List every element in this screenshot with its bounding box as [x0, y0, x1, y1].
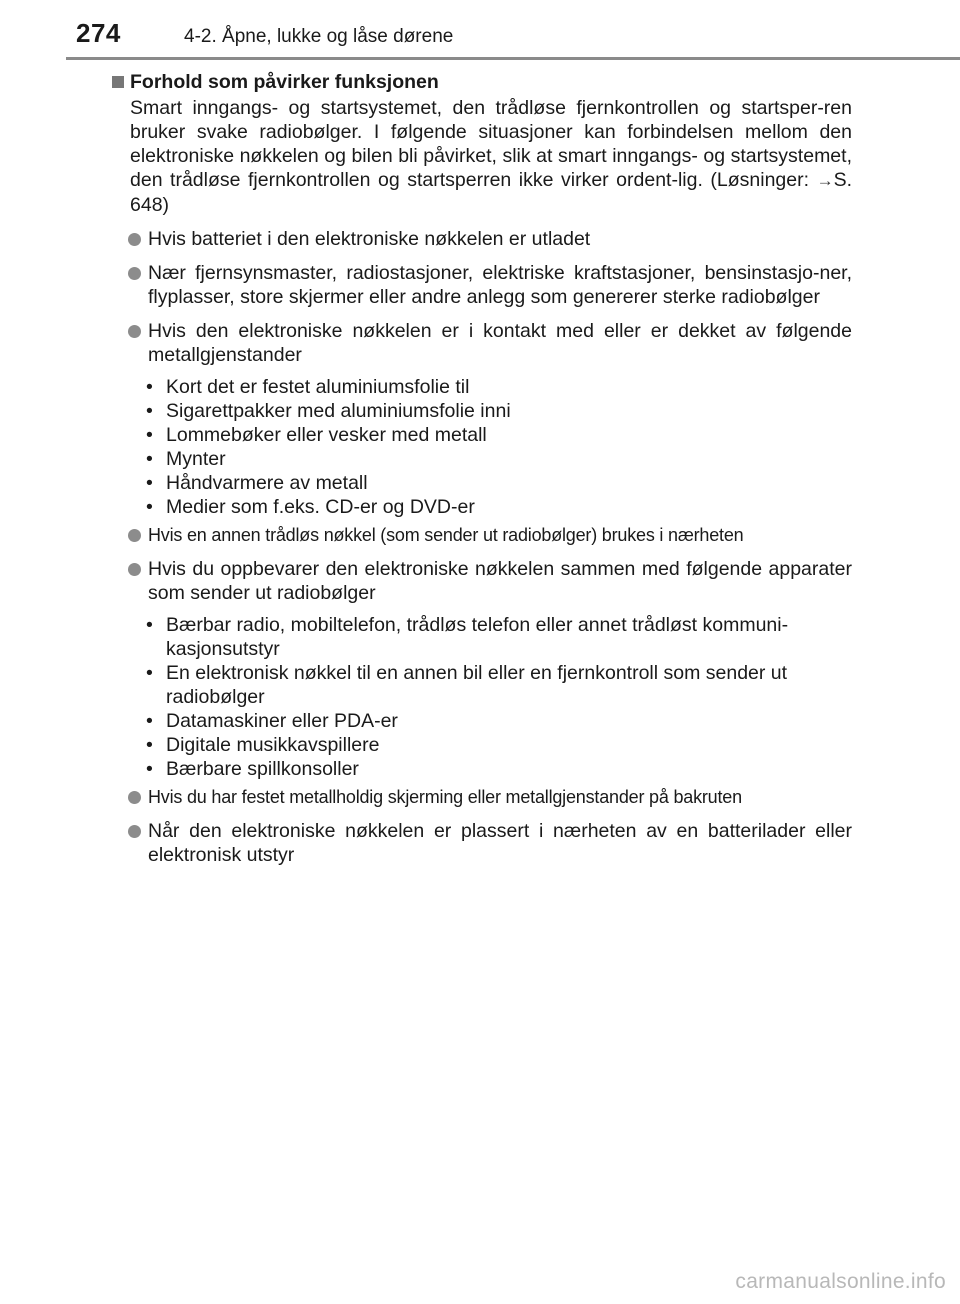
sub-list-item-text: Sigarettpakker med aluminiumsfolie inni — [166, 400, 511, 422]
sub-list-item — [112, 423, 852, 447]
circle-bullet-icon — [128, 825, 141, 838]
circle-bullet-icon — [128, 563, 141, 576]
sub-list-item-text: Medier som f.eks. CD-er og DVD-er — [166, 496, 475, 518]
circle-bullet-icon — [128, 233, 141, 246]
circle-bullet-icon — [128, 267, 141, 280]
sub-list-item — [112, 471, 852, 495]
list-item-text: Når den elektroniske nøkkelen er plassert i nærheten av en batterilader eller elektronisk utstyr — [148, 820, 852, 866]
sub-list-item — [112, 709, 852, 733]
page-reference: S. 648) — [130, 169, 852, 216]
sub-list-item-text: En elektronisk nøkkel til en annen bil eller en fjernkontroll som sender ut radiobølger — [166, 662, 788, 708]
list-item-text: Nær fjernsynsmaster, radiostasjoner, elektriske kraftstasjoner, bensinstasjo-ner, flyplasser, store skjermer eller andre anlegg som genererer sterke radiobølger — [148, 262, 852, 308]
intro-text: Smart inngangs- og startsystemet, den trådløse fjernkontrollen og startsper-ren bruker svake radiobølger. I følgende situasjoner kan forbindelsen mellom den elektroniske nøkkelen og bilen bli påvirket, slik at smart inngangs- og startsystemet, den trådløse fjernkontrollen og startsperren ikke virker ordent-lig. (Løsninger: — [130, 97, 852, 191]
sub-list-item-text: Lommebøker eller vesker med metall — [166, 424, 487, 446]
list-item — [112, 785, 852, 809]
sub-list-item — [112, 757, 852, 781]
list-item — [112, 261, 852, 309]
page-content — [112, 70, 852, 867]
list-item-text: Hvis du oppbevarer den elektroniske nøkkelen sammen med følgende apparater som sender ut radiobølger — [148, 558, 852, 604]
list-item — [112, 557, 852, 605]
page-header — [0, 0, 960, 58]
sub-list-item-text: Bærbar radio, mobiltelefon, trådløs telefon eller annet trådløst kommuni-kasjonsutstyr — [166, 614, 789, 660]
intro-paragraph — [130, 96, 852, 217]
metal-objects-sublist — [112, 375, 852, 519]
list-item — [112, 319, 852, 367]
sub-list-item-text: Mynter — [166, 448, 226, 470]
section-title: 4-2. Åpne, lukke og låse dørene — [184, 26, 454, 47]
list-item-text: Hvis en annen trådløs nøkkel (som sender ut radiobølger) brukes i nærheten — [148, 525, 744, 545]
sub-list-item-text: Bærbare spillkonsoller — [166, 758, 359, 780]
list-item — [112, 819, 852, 867]
sub-list-item — [112, 495, 852, 519]
list-item — [112, 227, 852, 251]
sub-list-item — [112, 447, 852, 471]
square-bullet-icon — [112, 76, 124, 88]
list-item-text: Hvis du har festet metallholdig skjerming eller metallgjenstander på bakruten — [148, 787, 742, 807]
header-divider — [66, 57, 960, 60]
page-number: 274 — [76, 18, 121, 48]
bullet-dot-icon: • — [146, 614, 153, 636]
bullet-dot-icon: • — [146, 472, 153, 494]
sub-list-item — [112, 733, 852, 757]
list-item-text: Hvis den elektroniske nøkkelen er i kontakt med eller er dekket av følgende metallgjenstander — [148, 320, 852, 366]
watermark: carmanualsonline.info — [735, 1270, 946, 1293]
bullet-dot-icon: • — [146, 758, 153, 780]
radio-devices-sublist — [112, 613, 852, 781]
arrow-right-icon: → — [816, 171, 834, 190]
bullet-dot-icon: • — [146, 496, 153, 518]
bullet-dot-icon: • — [146, 448, 153, 470]
bullet-dot-icon: • — [146, 662, 153, 684]
sub-list-item-text: Digitale musikkavspillere — [166, 734, 380, 756]
section-heading — [112, 70, 852, 94]
list-item-text: Hvis batteriet i den elektroniske nøkkelen er utladet — [148, 228, 591, 250]
bullet-dot-icon: • — [146, 400, 153, 422]
sub-list-item — [112, 375, 852, 399]
bullet-dot-icon: • — [146, 424, 153, 446]
bullet-dot-icon: • — [146, 376, 153, 398]
bullet-dot-icon: • — [146, 710, 153, 732]
heading-text: Forhold som påvirker funksjonen — [130, 71, 439, 93]
circle-bullet-icon — [128, 791, 141, 804]
list-item — [112, 523, 852, 547]
circle-bullet-icon — [128, 529, 141, 542]
sub-list-item-text: Datamaskiner eller PDA-er — [166, 710, 398, 732]
bullet-dot-icon: • — [146, 734, 153, 756]
sub-list-item-text: Håndvarmere av metall — [166, 472, 368, 494]
sub-list-item — [112, 399, 852, 423]
circle-bullet-icon — [128, 325, 141, 338]
sub-list-item-text: Kort det er festet aluminiumsfolie til — [166, 376, 470, 398]
sub-list-item — [112, 613, 852, 661]
sub-list-item — [112, 661, 852, 709]
